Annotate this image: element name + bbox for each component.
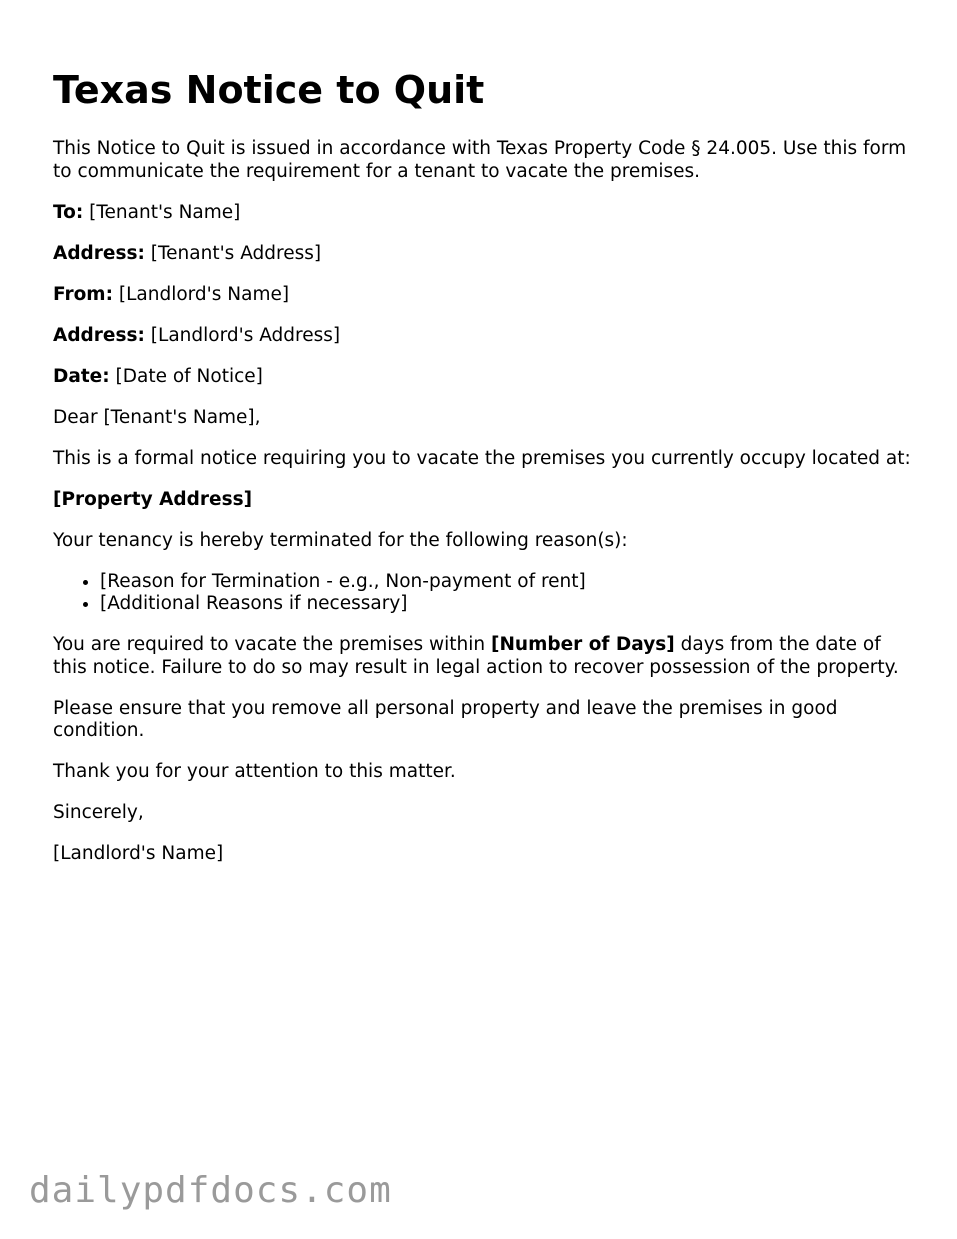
from-value: [Landlord's Name] (118, 283, 290, 305)
property-address-value: [Property Address] (53, 488, 253, 510)
page-title: Texas Notice to Quit (53, 68, 485, 112)
watermark: dailypdfdocs.com (29, 1170, 392, 1211)
from-field (53, 284, 913, 307)
list-item: • [Reason for Termination - e.g., Non-payment of rent] (100, 571, 913, 594)
date-value: [Date of Notice] (115, 365, 263, 387)
date-field (53, 366, 913, 389)
tenant-address-label: Address: (53, 242, 145, 264)
landlord-address-label: Address: (53, 324, 145, 346)
tenant-address-value: [Tenant's Address] (150, 242, 322, 264)
date-label: Date: (53, 365, 110, 387)
vacate-text-before: You are required to vacate the premises within (53, 634, 491, 655)
reasons-list (53, 571, 913, 616)
signature: [Landlord's Name] (53, 843, 224, 864)
reasons-intro: Your tenancy is hereby terminated for the following reason(s): (53, 529, 628, 551)
thanks-paragraph: Thank you for your attention to this matter. (53, 761, 456, 782)
to-field (53, 202, 913, 225)
vacate-paragraph (53, 634, 913, 679)
to-label: To: (53, 201, 84, 223)
landlord-address-field (53, 325, 913, 348)
intro-paragraph: This Notice to Quit is issued in accordance with Texas Property Code § 24.005. Use this form to communicate the requirement for a tenant to vacate the premises. (53, 138, 907, 182)
salutation: Dear [Tenant's Name], (53, 406, 261, 428)
number-of-days: [Number of Days] (490, 634, 675, 655)
closing: Sincerely, (53, 802, 144, 823)
property-condition-paragraph: Please ensure that you remove all personal property and leave the premises in good condition. (53, 697, 838, 741)
tenant-address-field (53, 243, 913, 266)
document-page (53, 66, 913, 884)
notice-paragraph: This is a formal notice requiring you to vacate the premises you currently occupy located at: (53, 447, 911, 469)
list-item: • [Additional Reasons if necessary] (100, 593, 913, 616)
from-label: From: (53, 283, 113, 305)
to-value: [Tenant's Name] (89, 201, 241, 223)
vacate-text-after: days from the date of this notice. Failure to do so may result in legal action to recover possession of the property. (53, 634, 899, 678)
property-address (53, 489, 913, 512)
landlord-address-value: [Landlord's Address] (150, 324, 341, 346)
